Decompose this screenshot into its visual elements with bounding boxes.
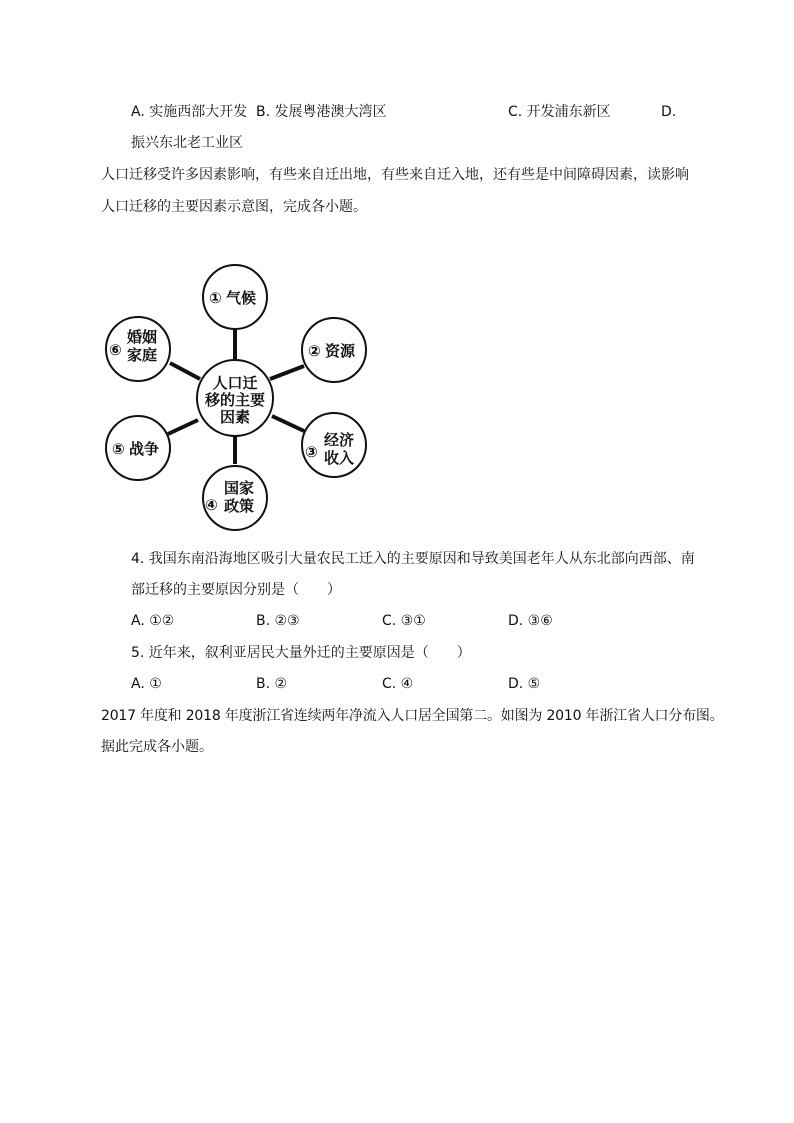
node-marriage-line2: 家庭: [127, 346, 158, 364]
option-c: C. 开发浦东新区: [508, 104, 611, 120]
node-climate-label: 气候: [226, 289, 257, 307]
q4-line1: 4. 我国东南沿海地区吸引大量农民工迁入的主要原因和导致美国老年人从东北部向西部、南: [131, 551, 695, 567]
center-line3: 因素: [219, 408, 251, 426]
q4-line2: 部迁移的主要原因分别是（ ）: [131, 582, 341, 598]
q4-option-d: D. ③⑥: [508, 613, 553, 629]
q5-option-c: C. ④: [382, 676, 414, 692]
intro1-line2: 人口迁移的主要因素示意图，完成各小题。: [101, 199, 367, 215]
q4-option-b: B. ②③: [256, 613, 300, 629]
node-war-num: ⑤: [112, 440, 125, 458]
node-war: [106, 416, 170, 480]
node-marriage-line1: 婚姻: [127, 328, 158, 346]
connector-2: [270, 366, 304, 379]
node-resources-label: 资源: [325, 342, 356, 360]
node-climate-num: ①: [209, 289, 222, 307]
option-d-text: 振兴东北老工业区: [131, 135, 243, 151]
node-policy-num: ④: [205, 496, 218, 514]
option-d-letter: D.: [661, 104, 677, 120]
node-economic-num: ③: [305, 443, 318, 461]
q5-option-d: D. ⑤: [508, 676, 541, 692]
connector-3: [272, 416, 304, 431]
connector-6: [170, 363, 200, 379]
node-climate: [203, 265, 267, 329]
node-economic-line2: 收入: [324, 449, 355, 467]
node-economic-line1: 经济: [324, 431, 355, 449]
node-policy-line1: 国家: [224, 479, 255, 497]
intro2-line1: 2017 年度和 2018 年度浙江省连续两年净流入人口居全国第二。如图为 2010 年浙江省人口分布图。: [101, 708, 724, 724]
intro2-line2: 据此完成各小题。: [101, 739, 213, 755]
q4-option-a: A. ①②: [131, 613, 175, 629]
intro1-line1: 人口迁移受许多因素影响，有些来自迁出地，有些来自迁入地，还有些是中间障碍因素，读影响: [101, 167, 689, 183]
migration-factors-diagram: [100, 262, 370, 534]
q5-option-b: B. ②: [256, 676, 288, 692]
q5-line1: 5. 近年来，叙利亚居民大量外迁的主要原因是（ ）: [131, 645, 471, 661]
node-resources: [302, 318, 366, 382]
node-policy-line2: 政策: [224, 497, 255, 515]
q5-option-a: A. ①: [131, 676, 162, 692]
node-resources-num: ②: [308, 342, 321, 360]
connector-5: [168, 420, 198, 434]
diagram-svg: [100, 262, 370, 534]
node-marriage-family: [106, 317, 170, 381]
option-a: A. 实施西部大开发: [131, 104, 248, 120]
option-b: B. 发展粤港澳大湾区: [256, 104, 387, 120]
node-marriage-num: ⑥: [109, 341, 122, 359]
node-economic-income: [302, 413, 366, 477]
q4-option-c: C. ③①: [382, 613, 426, 629]
node-war-label: 战争: [129, 440, 160, 458]
node-national-policy: [203, 466, 267, 530]
center-line1: 人口迁: [212, 374, 258, 392]
center-line2: 移的主要: [204, 391, 266, 409]
center-node: [197, 360, 273, 436]
